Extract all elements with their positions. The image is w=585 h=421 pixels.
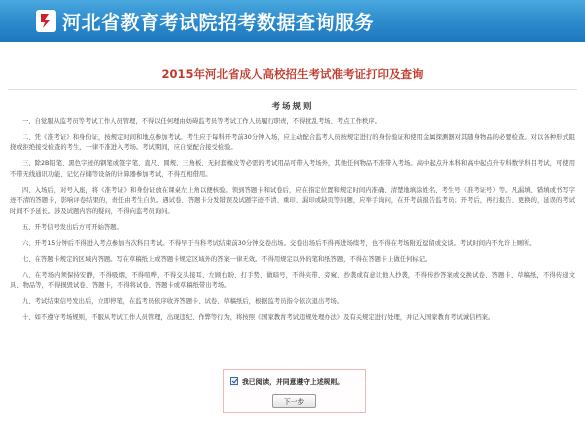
site-banner: [0, 0, 585, 42]
rules-list: [10, 117, 575, 329]
agree-label: 我已阅读，并同意遵守上述规则。: [242, 378, 344, 386]
agree-checkbox[interactable]: [230, 377, 238, 385]
rules-heading: 考场规则: [271, 102, 314, 112]
rule-item: 二、凭《准考证》和身份证，按规定时间和地点参加考试。考生应于每科开考前30分钟入场，应主动配合监考人员按规定进行的身份验证和使用金属探测器对其随身物品的必要检查。对以各种形式阻挠或拒绝接受检查的考生，一律不准进入考场。考试期间，应自觉配合接受检验。: [10, 134, 575, 152]
agree-checkbox-row[interactable]: [230, 376, 344, 386]
hebei-exam-logo-icon: [36, 10, 56, 32]
rule-item: 八、在考场内须保持安静，不得吸烟，不得喧哗，不得交头接耳、左顾右盼、打手势、做暗号，不得夹带、旁窥、抄袭或有意让他人抄袭，不得传抄答案或交换试卷、答题卡、草稿纸，不得传递文具、物品等，不得损毁试卷、答题卡，不得将试卷、答题卡或草稿纸带出考场。: [10, 271, 575, 290]
rule-item: 五、开考信号发出后方可开始答题。: [22, 223, 123, 231]
agreement-panel: [223, 369, 366, 413]
site-title: 河北省教育考试院招考数据查询服务: [62, 11, 375, 34]
rule-item: 九、考试结束信号发出后，立即停笔，在监考员依序收齐答题卡、试卷、草稿纸后，根据监考员指令依次退出考场。: [22, 298, 344, 306]
rule-item: 七、在答题卡规定的区域内答题。写在草稿纸上或答题卡规定区域外的答案一律无效。不得用规定以外的笔和纸答题，不得在答题卡上做任何标记。: [22, 255, 432, 263]
next-button[interactable]: 下一步: [272, 394, 316, 408]
page-title: 2015年河北省成人高校招生考试准考证打印及查询: [161, 67, 424, 81]
title-divider: [8, 89, 577, 90]
rule-item: 四、入场后，对号入座，将《准考证》和身份证放在课桌左上角以便核验。领到答题卡和试卷后，应在指定位置和规定时间内准确、清楚地填涂姓名、考生号（准考证号）等。凡漏填、错填或书写字迹不清的答题卡，影响评卷结果的，责任由考生自负。遇试卷、答题卡分发错误及试题字迹不清、重印、漏印或缺页等问题，应举手询问，在开考前报告监考员；开考后，再行报告、更换的，延误的考试时间不予延长。涉及试题内容的疑问，不得向监考员询问。: [10, 186, 575, 215]
rule-item: 六、开考15分钟后不得进入考点参加当次科目考试。不得早于当科考试结束前30分钟交卷出场。交卷出场后不得再进场续考，也不得在考场附近逗留或交谈。考试时间内不允许上厕所。: [22, 239, 536, 247]
rule-item: 十、如不遵守考场规则，不服从考试工作人员管理，出现违纪、作弊等行为，将按照《国家教育考试违规处理办法》及有关规定进行处理，并记入国家教育考试诚信档案。: [22, 314, 495, 322]
rule-item: 一、自觉服从监考员等考试工作人员管理，不得以任何理由妨碍监考员等考试工作人员履行职责，不得扰乱考场、考点工作秩序。: [22, 118, 381, 125]
rule-item: 三、除2B铅笔、黑色字迹的钢笔或签字笔、直尺、圆规、三角板、无封套橡皮等必需的考试用品可带入考场外，其他任何物品不准带入考场。高中起点升本科和高中起点升专科数学科目考试，可使用不带无线通讯功能、记忆存储等设备的计算器参加考试，不得互相借用。: [10, 160, 575, 178]
